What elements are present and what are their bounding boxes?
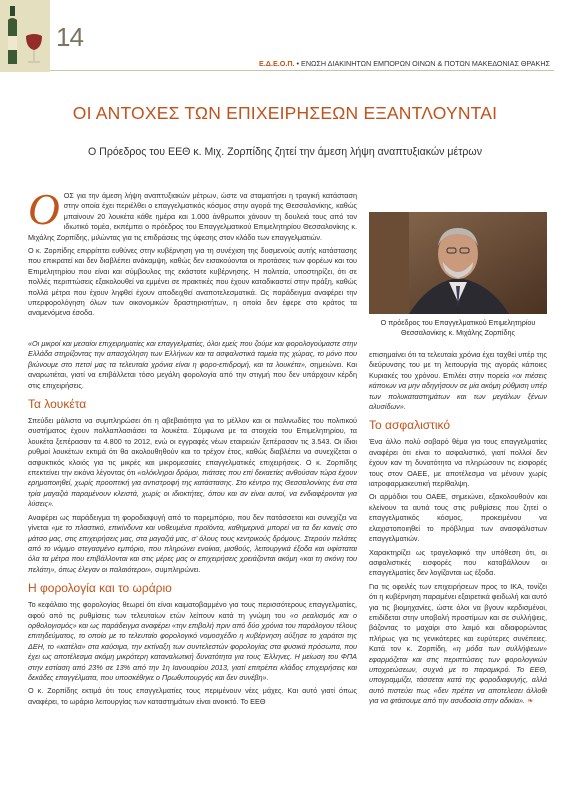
publisher-line [259, 59, 550, 68]
loukea-quote-2: «με το πλαστικό, επικίνδυνα και νοθευμένα προϊόντα, καθημερινά μπορεί να τα δει κανείς στο μάτσο μας, στις επιχειρήσεις μας, στα μαγαζιά μας, σ' όλους τους κεντρικούς δρόμους. Στερούν πελάτες από το νόμιμο στεγασμένο εμπόριο, που πληρώνει ενοίκια, μισθούς, λειτουργικά έξοδα και υφίσταται όλα τα μέτρα που επιβάλλονται και στις μέρες μας οι επιχειρήσεις χρειάζονται ακόμη «και τη σκόνη του πελάτη», όπως έλεγαν οι παλαιότεροι», [28, 523, 357, 574]
asfalistiko-paragraph-3: Χαρακτηρίζει ως τραγελαφικό την υπόθεση ότι, οι ασφαλιστικές εισφορές που καταβάλλουν οι επαγγελματίες δεν λογίζονται ως έξοδα. [369, 547, 547, 578]
right-column [369, 350, 547, 710]
header-color-box [0, 0, 50, 72]
lead-paragraph-1-text: ΟΣ για την άμεση λήψη αναπτυξιακών μέτρων, ώστε να σταματήσει η τραγική κατάσταση στην οποία έχει περιέλθει ο επαγγελματικός κόσμος στην αγορά της Θεσσαλονίκης, καθώς μπαίνουν 20 λουκέτα κάθε ημέρα και 1.000 άνθρωποι χάνουν τη δουλειά τους από τον ιδιωτικό τομέα, εκπέμπει ο πρόεδρος του Επαγγελματικού Επιμελητηρίου Θεσσαλονίκης κ. Μιχάλης Ζορπίδης, μιλώντας για τις επιδράσεις της ύφεσης στον κλάδο των επαγγελματιών. [28, 191, 357, 242]
section-heading-asfalistiko: Το ασφαλιστικό [369, 418, 451, 433]
forologia-text: Το κεφάλαιο της φορολογίας θεωρεί ότι είναι καιματοβαμμένο για τους περισσότερους επαγγελματίες, αφού από τις ρυθμίσεις των τελευταίων ετών λείπουν κατά τη γνώμη του [28, 600, 357, 620]
forologia-quote: «ο ρεαλισμός και ο ορθολογισμός» και ως παράδειγμα αναφέρει «την επιβολή πριν από δύο χρόνια του παράλογου τέλους επιτηδεύματος, το οποίο με το τελευταίο φορολογικό νομοσχέδιο η κυβέρνηση αύξησε το χαράτσι της ΔΕΗ, το «κατέλα» στα καύσιμα, την εκτίναξη των συντελεστών φορολογίας στα φυσικά πρόσωπα, που έχει ως αποτέλεσμα ακόμη μικρότερη καταναλωτική δυνατότητα για τους Έλληνες. Η μείωση του ΦΠΑ στην εστίαση από 23% σε 13% από την 1η Ιανουαρίου 2013, γιατί επιτρέπει κλάδος επιχειρήσεις και δεκάδες επαγγέλματα, που υποσκέθηκε ο Πρωθυπουργός και δεν συνέβη». [28, 610, 357, 682]
article-title: ΟΙ ΑΝΤΟΧΕΣ ΤΩΝ ΕΠΙΧΕΙΡΗΣΕΩΝ ΕΞΑΝΤΛΟΥΝΤΑΙ [72, 103, 498, 123]
page-header [0, 0, 570, 72]
right-quote-1: «οι πιέσεις κάποιων να μην αδηγήσουν σε μία ακόμη ρύθμιση υπέρ των πολυκαταστημάτων και των μεγάλων ξένων αλυσίδων». [369, 370, 547, 412]
page-number: 14 [56, 22, 83, 52]
quote-text: «Οι μικροί και μεσαίοι επιχειρηματίες και επαγγελματίες, όλοι εμείς που ζούμε και φορολογούμαστε στην Ελλάδα στηρίζοντας την απασχόληση των Ελλήνων και τα ασφαλιστικά ταμεία της χώρας, το μόνο που βιώνουμε στο πετσί μας τα τελευταία χρόνια είναι η φορο-επιδρομή, και τα λουκέτα», [28, 339, 357, 369]
asfalistiko-quote: «η μόδα των συλλήψεων» εφαρμόζεται και στις περιπτώσεις των φορολογικών υποχρεώσεων, συχνά με το παραμικρό. Το ΕΕΘ, υπογραμμίζει, τάσσεται κατά της φοροδιαφυγής, αλλά αυτό πιστεύει πως «δεν πρέπει να αποτελεσει άλλοθι για να φτάσουμε από την ασυδοσία στην αδικία». [369, 644, 547, 706]
lead-paragraph-1 [28, 185, 357, 243]
drop-cap: Ο [28, 185, 60, 234]
article-subtitle: Ο Πρόεδρος του ΕΕΘ κ. Μιχ. Ζορπίδης ζητεί την άμεση λήψη αναπτυξιακών μέτρων [88, 146, 482, 158]
publisher-full-name: • ΕΝΩΣΗ ΔΙΑΚΙΝΗΤΩΝ ΕΜΠΟΡΩΝ ΟΙΝΩΝ & ΠΟΤΩΝ ΜΑΚΕΔΟΝΙΑΣ ΘΡΑΚΗΣ [296, 59, 550, 68]
section-heading-loukea: Τα λουκέτα [28, 397, 87, 412]
forologia-paragraph-2: Ο κ. Ζορπίδης εκτιμά ότι τους επαγγελματίες τους περιμένουν νέες μάχες. Και αυτό γιατί όπως αναφέρει, το ωράριο λειτουργίας των καταστημάτων είναι ανοικτό. Το ΕΕΘ [28, 686, 357, 706]
wine-bottle-glass-icon [2, 2, 48, 70]
photo-caption: Ο πρόεδρος του Επαγγελματικού Επιμελητηρίου Θεσσαλονίκης κ. Μιχάλης Ζορπίδης [380, 318, 536, 337]
loukea-text: Σπεύδει μάλιστα να συμπληρώσει ότι η αβεβαιότητα για το μέλλον και οι παλινωδίες του πολιτικού συστήματος έχουν πολλαπλασιάσει τα λουκέτα. Σύμφωνα με τα στοιχεία του Επιμελητηρίου, τα λουκέτα ξεπέρασαν τα 4.800 το 2012, ενώ οι εγγραφές νέων εταιρειών ξεπέρασαν τις 3.543. Οι ίδιοι ρυθμοί λουκέτων εκτιμά ότι θα ακολουθηθούν και το τρέχον έτος, καθώς διαβλέπει να συνεχίζεται ο ασφυκτικός κλοιός για τις μικρές και μικρομεσαίες επαγγελματικές επιχειρήσεις. Ο κ. Ζορπίδης επεκτείνει την εικόνα λέγοντας ότι [28, 416, 357, 478]
quote-paragraph [28, 339, 357, 391]
right-paragraph-1 [369, 350, 547, 412]
loukea-paragraph-1 [28, 416, 357, 510]
forologia-paragraph-1 [28, 600, 357, 683]
right-text-1: επισημαίνει ότι τα τελευταία χρόνια έχει ταχθεί υπέρ της διεύρυνσης του με τη λειτουργία της αγοράς κάποιες Κυριακές του χρόνου. Επιλέει στην πορεία [369, 350, 547, 380]
asfalistiko-paragraph-1: Ένα άλλο πολύ σοβαρό θέμα για τους επαγγελματίες αναφέρει ότι είναι το ασφαλιστικό, γιατί πολλοί δεν έχουν καν τη δυνατότητα να πληρώσουν τις εισφορές τους στον ΟΑΕΕ, με αποτέλεσμα να μένουν χωρίς ιατροφαρμακευτική περίθαλψη. [369, 437, 547, 489]
header-rule [50, 70, 554, 71]
section-heading-forologia: Η φορολογία και το ωράριο [28, 581, 172, 596]
asfalistiko-paragraph-4 [369, 582, 547, 707]
publisher-abbreviation: Ε.Δ.Ε.Ο.Π. [259, 59, 295, 68]
lead-paragraphs [28, 185, 357, 322]
loukea-quote: «ολόκληροι δρόμοι, πιάτσες που επί δεκαετίες ανθούσαν τώρα έχουν ερημοποιηθεί, χωρίς προοπτική για αντιστροφή της κατάστασης. Στο κέντρο της Θεσσαλονίκης ένα στα τρία μαγαζιά παραμένουν κλειστά, χωρίς οι ιδιοκτήτες, όπου και αν είναι αυτοί, να ενδιαφέρονται για λύσεις». [28, 468, 357, 509]
loukea-text-2: Αναφέρει ως παράδειγμα τη φοροδιαφυγή από το παρεμπόριο, που δεν πατάσσεται και συνεχίζει να γίνεται [28, 512, 357, 533]
left-column [28, 339, 357, 710]
end-mark-icon: ❧ [525, 696, 534, 706]
portrait-photo [369, 212, 547, 314]
quote-tail: σημειώνει. Και αναρωτιέται, γιατί να επιβάλλεται τόσο μεγάλη φορολογία από την στιγμή που δεν υπάρχουν κέρδη στις επιχειρήσεις. [28, 359, 358, 390]
loukea-paragraph-2 [28, 513, 357, 575]
portrait-image [369, 212, 547, 314]
loukea-tail: συμπληρώνει. [152, 564, 201, 574]
lead-paragraph-2: Ο κ. Ζορπίδης επιρρίπτει ευθύνες στην κυβέρνηση για τη συνέχιση της δυσμενούς αυτής κατάστασης που επικρατεί και δεν διαβλέπει ανάκαμψη, καθώς δεν εισακούονται οι προτάσεις των φορέων και του Επιμελητηρίου που είναι και σύμβουλος της εκάστοτε κυβέρνησης. Η πολιτεία, υποστηρίζει, ότι σε πολλές περιπτώσεις εξακολουθεί να εμμένει σε πρακτικές που έχουν καταδικαστεί στην πράξη, καθώς πολλά μέτρα που έχουν ληφθεί έχουν αποδειχθεί αναποτελεσματικά. Ως παράδειγμα αναφέρει την υπερφορολόγηση όλων των οικονομικών δραστηριοτήτων, η οποία δεν έφερε στο κράτος τα αναμενόμενα έσοδα. [28, 246, 357, 318]
asfalistiko-text-4: Για τις οφειλές των επιχειρήσεων προς το ΙΚΑ, τονίζει ότι η κυβέρνηση παραμένει εξαιρετικά φειδωλή και αυτό για τις βιομηχανίες, ώστε όλοι να βγουν κερδισμένοι, επιδίδεται στην υποβολή προστίμων και σε συλλήψεις, βάζοντας το μαχαίρι στο λαιμό και αδιαφορώντας πλήρως για τις γενικότερες και ευρύτερες συνέπειες. Κατά τον κ. Ζορπίδη, [369, 581, 547, 654]
asfalistiko-paragraph-2: Οι αρμόδιοι του ΟΑΕΕ, σημειώνει, εξακολουθούν και κλείνουν τα αυτιά τους στις ρυθμίσεις που ζητεί ο επαγγελματικός κόσμος, προκειμένου να ελαχιστοποιηθεί το πρόβλημα των ανασφάλιστων επαγγελματιών. [369, 492, 547, 544]
